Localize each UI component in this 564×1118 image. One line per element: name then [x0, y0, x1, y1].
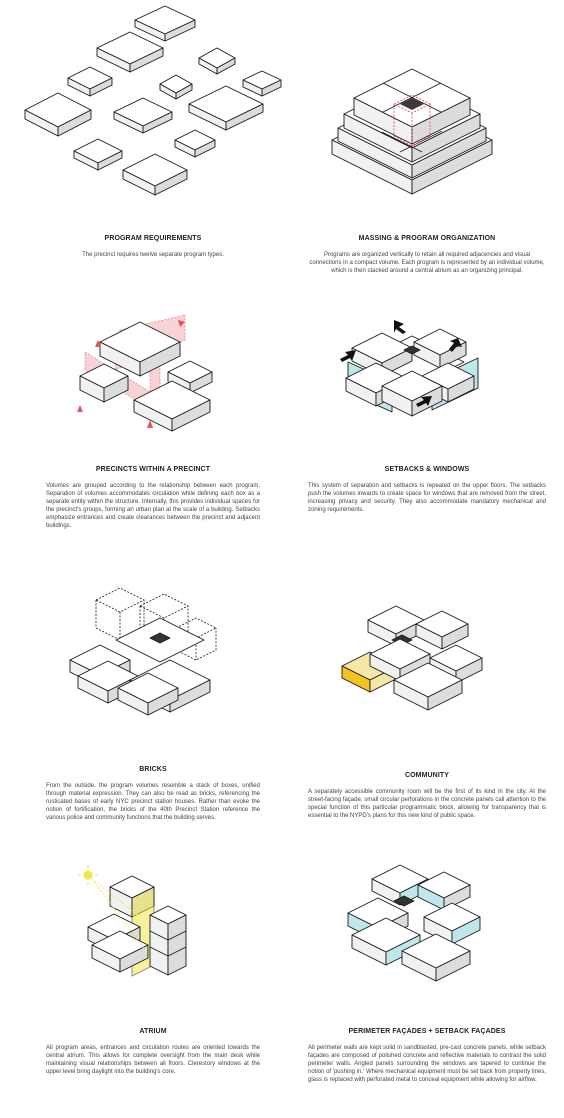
panel-title: MASSING & PROGRAM ORGANIZATION — [358, 235, 496, 242]
panel-description: From the outside, the program volumes resemble a stack of boxes, unified through material expression. They can also be read as bricks, referencing the rusticated bases of early NYC precinct station houses. Rather than evoke the notion of fortification, the bricks of the 40th Precinct Station reference the various police and community functions that the building serves. — [46, 783, 260, 821]
diagram-setbacks — [282, 300, 564, 450]
box — [189, 86, 263, 130]
panel-description: Volumes are grouped according to the relationship between each program. Separation of volumes accommodates circulation while defining each box as a separate entity within the structure. Internally, this provides individual spaces for the precinct's groups, forming an urban plan at the scale of a building. Setbacks emphasize entrances and create clearances between the precinct and adjacent buildings. — [46, 483, 260, 529]
panel-description: A separately accessible community room will be the first of its kind in the city. At the street-facing façade, small circular perforations in the concrete panels call attention to the special function of this particular programmatic block, allowing for transparency that is essential to the NYPD's plans for this new kind of public space. — [308, 789, 546, 819]
diagram-bricks — [0, 580, 282, 730]
box — [150, 906, 186, 975]
box — [243, 71, 281, 96]
panel-description: All perimeter walls are kept solid in sandblasted, pre-cast concrete panels, while setback façades are composed of polished concrete and reflective materials to contrast the solid perimeter walls. Angled panels surrounding the windows are tapered to continue the notion of 'pushing in.' Where mechanical equipment must be set back from property lines, glass is replaced with perforated metal to conceal equipment while allowing for airflow. — [308, 1045, 546, 1083]
panel-massing — [282, 0, 564, 300]
panel-title: ATRIUM — [139, 1028, 167, 1035]
box — [175, 130, 215, 157]
panel-facades — [282, 855, 564, 1118]
box — [114, 98, 172, 133]
diagram-massing — [282, 0, 564, 225]
panel-description: The precinct requires twelve separate program types. — [82, 252, 224, 258]
caption — [282, 772, 564, 820]
box — [135, 6, 195, 41]
panel-description: This system of separation and setbacks is repeated on the upper floors. The setbacks push the volumes inwards to create space for windows that are removed from the street, increasing privacy and security. They also accommodate mandatory mechanical and zoning requirements. — [308, 483, 546, 513]
box — [97, 32, 163, 72]
panel-title: PERIMETER FAÇADES + SETBACK FAÇADES — [348, 1028, 506, 1035]
panel-title: BRICKS — [139, 766, 167, 773]
panel-bricks — [0, 580, 282, 850]
diagram-facades — [282, 855, 564, 1005]
panel-program-requirements — [0, 0, 282, 268]
diagram-atrium — [0, 855, 282, 1005]
box — [74, 139, 122, 170]
box — [68, 67, 112, 96]
diagram-precincts — [0, 300, 282, 450]
panel-precincts — [0, 300, 282, 590]
panel-title: PRECINCTS WITHIN A PRECINCT — [95, 466, 211, 473]
caption — [282, 1028, 564, 1084]
caption — [0, 1028, 282, 1076]
caption — [0, 235, 282, 259]
panel-title: PROGRAM REQUIREMENTS — [104, 235, 202, 242]
box — [123, 154, 187, 195]
box — [160, 75, 192, 99]
box — [416, 611, 468, 649]
diagram-community — [282, 580, 564, 730]
caption — [0, 466, 282, 530]
panel-title: COMMUNITY — [404, 772, 450, 779]
panel-title: SETBACKS & WINDOWS — [384, 466, 470, 473]
caption — [282, 235, 564, 275]
panel-community — [282, 580, 564, 850]
panel-setbacks — [282, 300, 564, 590]
sun-icon — [78, 865, 98, 885]
box — [25, 93, 91, 136]
caption — [0, 766, 282, 822]
diagram-program-requirements — [0, 0, 282, 225]
panel-description: Programs are organized vertically to retain all required adjacencies and visual connections in a compact volume. Each program is represented by an individual volume, which is then stacked around a central atrium as an organizing principal. — [309, 252, 545, 274]
panel-description: All program areas, entrances and circulation routes are oriented towards the central atrium. This allows for complete oversight from the main desk while maintaining visual relationships between all floors. Clerestory windows at the upper level bring daylight into the building's core. — [46, 1045, 260, 1075]
box — [199, 48, 235, 74]
caption — [282, 466, 564, 514]
panel-atrium — [0, 855, 282, 1118]
